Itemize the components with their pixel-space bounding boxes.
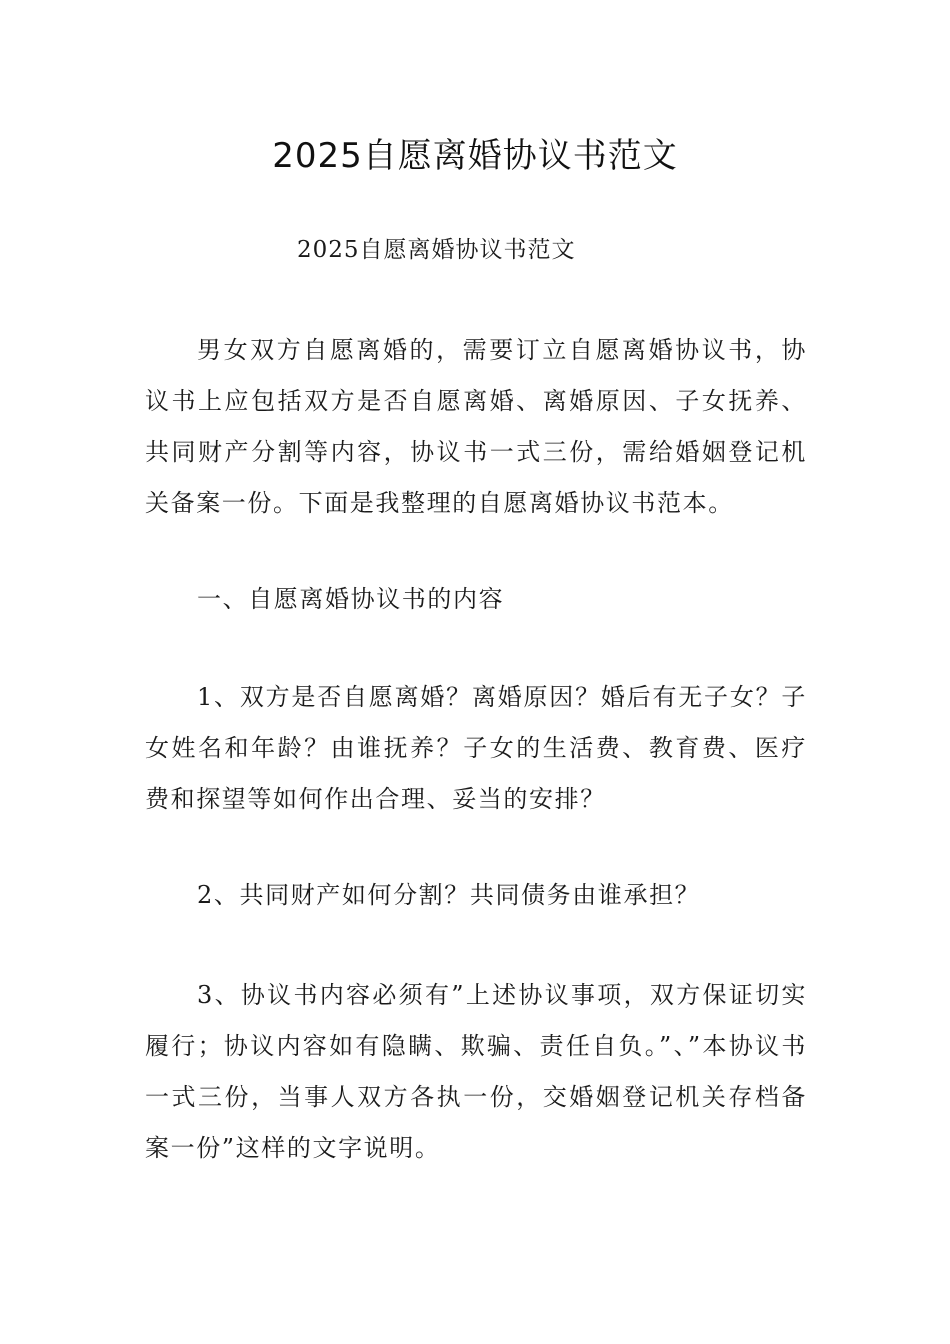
- document-subtitle: 2025自愿离婚协议书范文: [297, 237, 576, 263]
- intro-paragraph: 男女双方自愿离婚的，需要订立自愿离婚协议书，协议书上应包括双方是否自愿离婚、离婚原因、子女抚养、共同财产分割等内容，协议书一式三份，需给婚姻登记机关备案一份。下面是我整理的自愿离婚协议书范本。: [145, 336, 807, 517]
- list-item: 3、协议书内容必须有”上述协议事项，双方保证切实履行；协议内容如有隐瞒、欺骗、责任自负。”、”本协议书一式三份，当事人双方各执一份，交婚姻登记机关存档备案一份”这样的文字说明。: [145, 981, 807, 1162]
- list-item: 2、共同财产如何分割？共同债务由谁承担？: [197, 881, 701, 909]
- document-title: 2025自愿离婚协议书范文: [272, 136, 678, 176]
- section-heading: 一、自愿离婚协议书的内容: [197, 585, 505, 613]
- list-item: 1、双方是否自愿离婚？离婚原因？婚后有无子女？子女姓名和年龄？由谁抚养？子女的生活费、教育费、医疗费和探望等如何作出合理、妥当的安排？: [145, 683, 807, 813]
